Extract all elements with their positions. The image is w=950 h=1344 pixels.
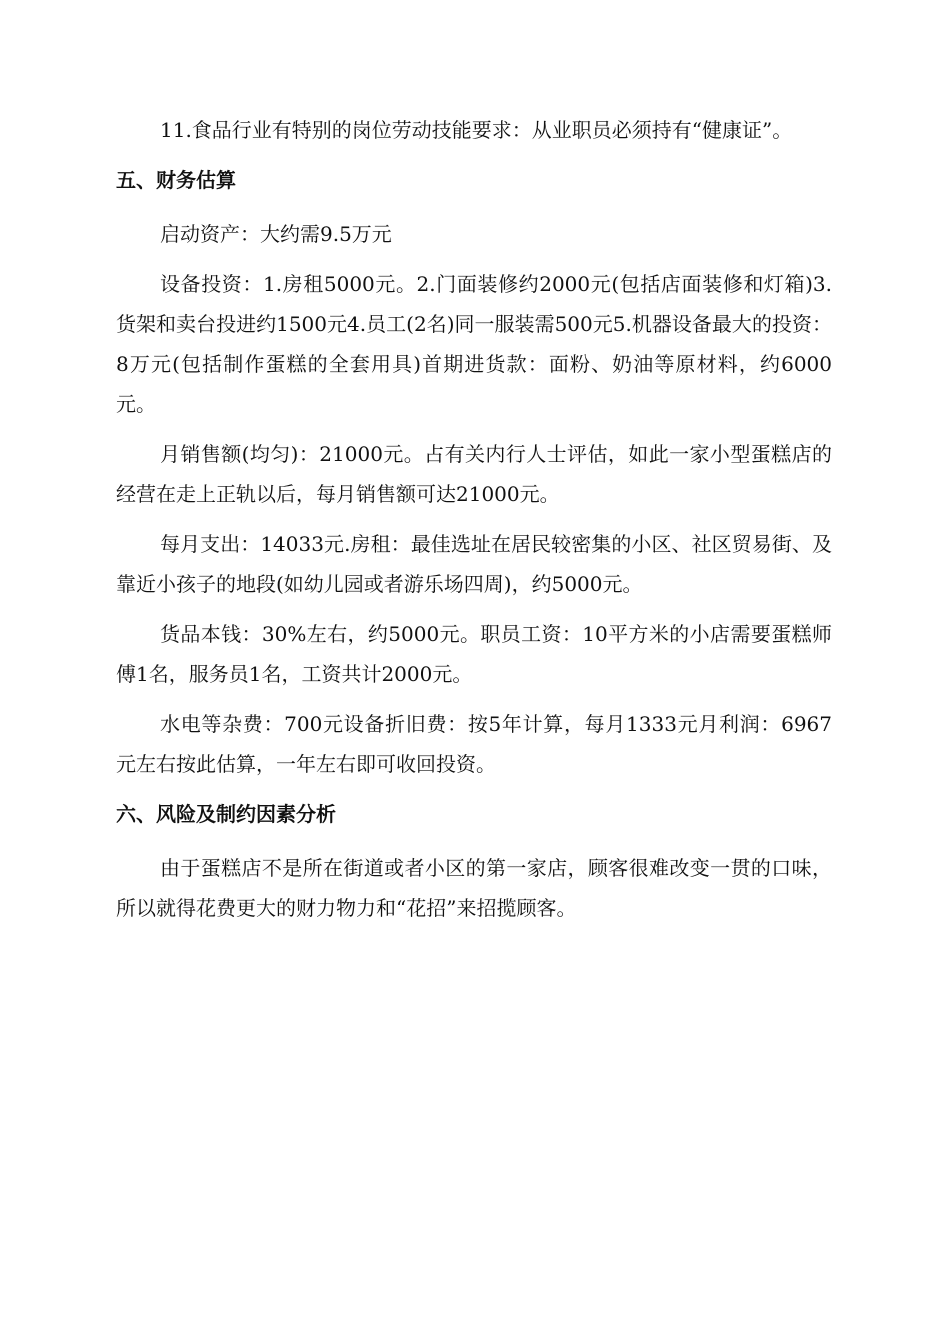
paragraph-startup-capital: 启动资产：大约需9.5万元	[160, 222, 392, 246]
paragraph-utilities: 水电等杂费：700元设备折旧费：按5年计算，每月1333元月利润：6967元左右按此估算，一年左右即可收回投资。	[116, 712, 832, 776]
paragraph-equipment-investment: 设备投资：1.房租5000元。2.门面装修约2000元(包括店面装修和灯箱)3.货架和卖台投进约1500元4.员工(2名)同一服装需500元5.机器设备最大的投资：8万元(包括制作蛋糕的全套用具)首期进货款：面粉、奶油等原材料，约6000元。	[116, 272, 832, 416]
document-body	[116, 110, 832, 938]
paragraph-monthly-sales: 月销售额(均匀)：21000元。占有关内行人士评估，如此一家小型蛋糕店的经营在走上正轨以后，每月销售额可达21000元。	[116, 442, 832, 506]
paragraph-health-certificate: 11.食品行业有特别的岗位劳动技能要求：从业职员必须持有“健康证”。	[160, 118, 793, 142]
paragraph-risk: 由于蛋糕店不是所在街道或者小区的第一家店，顾客很难改变一贯的口味，所以就得花费更大的财力物力和“花招”来招揽顾客。	[116, 856, 832, 920]
paragraph-monthly-expense: 每月支出：14033元.房租：最佳选址在居民较密集的小区、社区贸易街、及靠近小孩子的地段(如幼儿园或者游乐场四周)，约5000元。	[116, 532, 832, 596]
section-heading-financial-estimate: 五、财务估算	[116, 168, 236, 192]
paragraph-goods-cost: 货品本钱：30%左右，约5000元。职员工资：10平方米的小店需要蛋糕师傅1名，服务员1名，工资共计2000元。	[116, 622, 832, 686]
section-heading-risk-analysis: 六、风险及制约因素分析	[116, 802, 336, 826]
